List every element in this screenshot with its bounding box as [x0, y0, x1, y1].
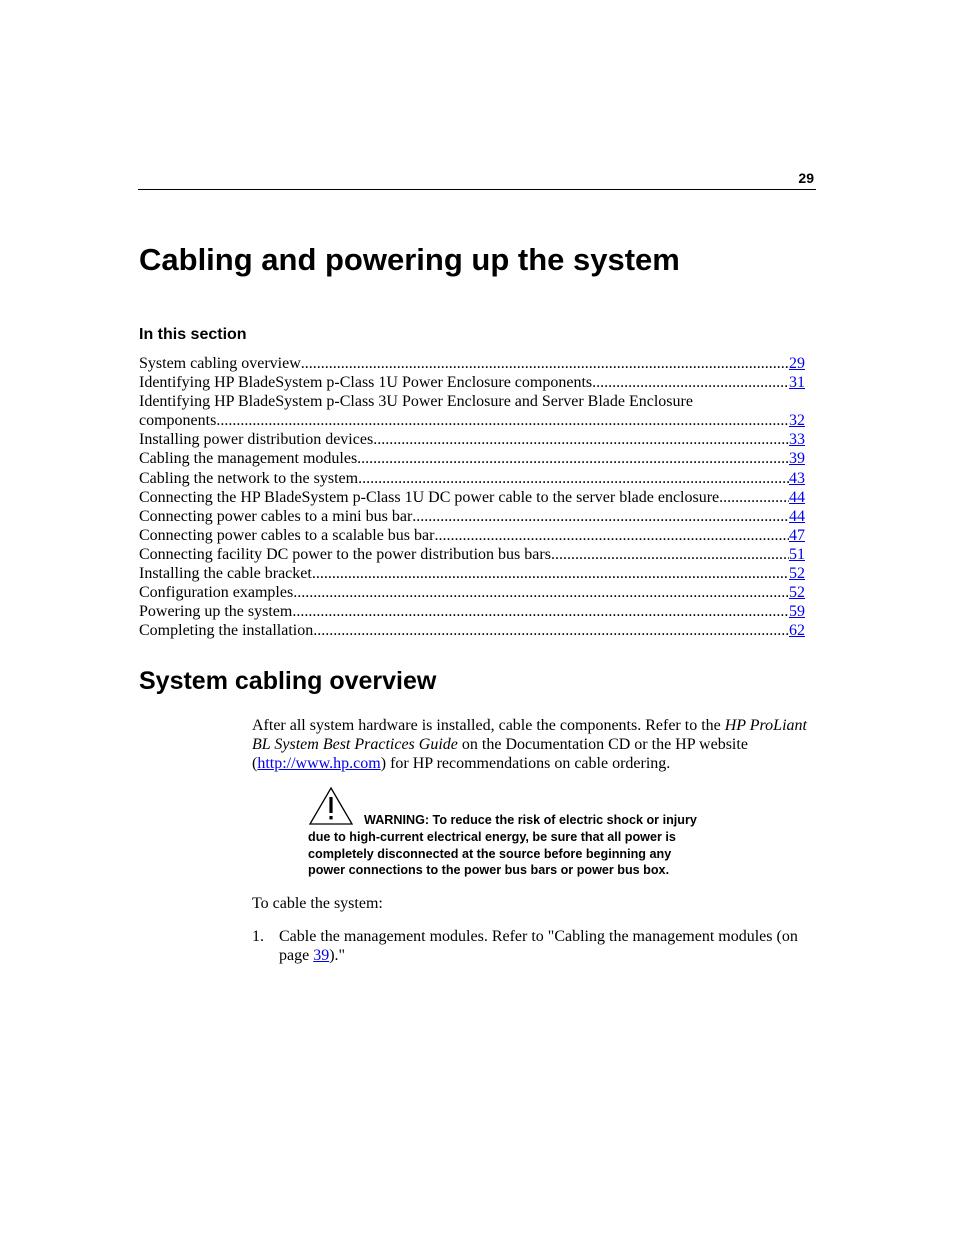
- toc-leader: [592, 373, 789, 392]
- toc-page-link[interactable]: 52: [789, 584, 805, 602]
- toc-entry[interactable]: [139, 545, 805, 564]
- toc-page-link[interactable]: 29: [789, 355, 805, 372]
- step-number: 1.: [252, 928, 264, 945]
- toc-entry[interactable]: [139, 507, 805, 526]
- table-of-contents: [139, 354, 805, 640]
- warning-notice: [308, 786, 758, 879]
- toc-leader: [357, 449, 789, 468]
- toc-entry-label: Completing the installation: [139, 622, 314, 640]
- toc-page-link[interactable]: 44: [789, 488, 805, 506]
- intro-text: After all system hardware is installed, cable the components. Refer to the: [252, 717, 725, 734]
- step-text-part: Cable the management modules. Refer to "Cabling the management modules (on page: [279, 928, 798, 964]
- page-number: 29: [798, 170, 814, 186]
- toc-entry[interactable]: [139, 602, 805, 621]
- warning-text: completely disconnected at the source before beginning any: [308, 846, 672, 861]
- toc-entry[interactable]: [139, 526, 805, 545]
- toc-page-link[interactable]: 47: [789, 526, 805, 544]
- step-page-link[interactable]: 39: [313, 947, 330, 964]
- intro-paragraph: [252, 716, 812, 773]
- toc-entry[interactable]: [139, 488, 805, 507]
- toc-entry[interactable]: [139, 411, 805, 430]
- toc-page-link[interactable]: 62: [789, 622, 805, 640]
- toc-leader: [301, 354, 789, 373]
- toc-page-link[interactable]: 43: [789, 469, 805, 487]
- toc-page-link[interactable]: 52: [789, 565, 805, 583]
- toc-leader: [719, 488, 789, 507]
- section-heading: System cabling overview: [139, 667, 437, 695]
- warning-icon: [308, 786, 354, 826]
- toc-page-link[interactable]: 31: [789, 374, 805, 392]
- toc-entry-label: Powering up the system: [139, 603, 293, 621]
- toc-entry-label: Connecting the HP BladeSystem p-Class 1U DC power cable to the server blade enclosure: [139, 488, 720, 506]
- toc-page-link[interactable]: 33: [789, 431, 805, 449]
- toc-leader: [412, 507, 789, 526]
- toc-entry-label: Installing power distribution devices: [139, 431, 374, 449]
- toc-leader: [434, 526, 789, 545]
- warning-text: WARNING: To reduce the risk of electric shock or injury: [364, 813, 697, 827]
- toc-leader: [216, 411, 789, 430]
- to-cable-text: To cable the system:: [252, 895, 383, 912]
- toc-entry-label: Installing the cable bracket: [139, 565, 312, 583]
- toc-entry[interactable]: [139, 564, 805, 583]
- toc-leader: [373, 430, 789, 449]
- warning-text: due to high-current electrical energy, be sure that all power is: [308, 829, 676, 844]
- header-rule: [138, 189, 816, 190]
- guide-title: HP ProLiant BL System Best Practices Guide: [252, 717, 807, 753]
- toc-leader: [313, 621, 789, 640]
- toc-entry-label: Identifying HP BladeSystem p-Class 3U Power Enclosure and Server Blade Enclosure: [139, 393, 693, 411]
- toc-leader: [358, 469, 789, 488]
- step-text: [279, 927, 818, 965]
- warning-text: power connections to the power bus bars or power bus box.: [308, 863, 670, 878]
- toc-leader: [551, 545, 789, 564]
- toc-entry[interactable]: [139, 449, 805, 468]
- toc-entry-label: System cabling overview: [139, 355, 301, 372]
- toc-entry-line1[interactable]: [139, 392, 805, 411]
- toc-entry-label: Cabling the network to the system: [139, 469, 359, 487]
- toc-entry-label: Connecting power cables to a scalable bus bar: [139, 526, 435, 544]
- toc-entry-label-cont: components: [139, 412, 217, 430]
- in-this-section-label: In this section: [139, 326, 247, 343]
- toc-entry-label: Identifying HP BladeSystem p-Class 1U Power Enclosure components: [139, 374, 593, 392]
- toc-leader: [292, 602, 789, 621]
- toc-entry[interactable]: [139, 430, 805, 449]
- toc-entry[interactable]: [139, 469, 805, 488]
- toc-page-link[interactable]: 51: [789, 545, 805, 563]
- toc-entry[interactable]: [139, 373, 805, 392]
- intro-text: ) for HP recommendations on cable ordering.: [380, 755, 671, 772]
- toc-leader: [293, 583, 789, 602]
- list-item: [252, 927, 818, 965]
- toc-entry[interactable]: [139, 583, 805, 602]
- toc-entry-label: Connecting power cables to a mini bus bar: [139, 507, 413, 525]
- toc-leader: [312, 564, 789, 583]
- toc-page-link[interactable]: 39: [789, 450, 805, 468]
- toc-page-link[interactable]: 44: [789, 507, 805, 525]
- chapter-title: Cabling and powering up the system: [139, 242, 680, 277]
- toc-entry-label: Connecting facility DC power to the power distribution bus bars: [139, 545, 551, 563]
- intro-text: on the Documentation CD or the HP website (: [252, 736, 748, 772]
- toc-page-link[interactable]: 32: [789, 412, 805, 430]
- toc-entry[interactable]: [139, 354, 805, 373]
- toc-entry[interactable]: [139, 621, 805, 640]
- step-text-part: ).": [329, 947, 346, 964]
- hp-website-link[interactable]: http://www.hp.com: [257, 755, 381, 772]
- toc-page-link[interactable]: 59: [789, 603, 805, 621]
- toc-entry-label: Cabling the management modules: [139, 450, 358, 468]
- toc-entry-label: Configuration examples: [139, 584, 294, 602]
